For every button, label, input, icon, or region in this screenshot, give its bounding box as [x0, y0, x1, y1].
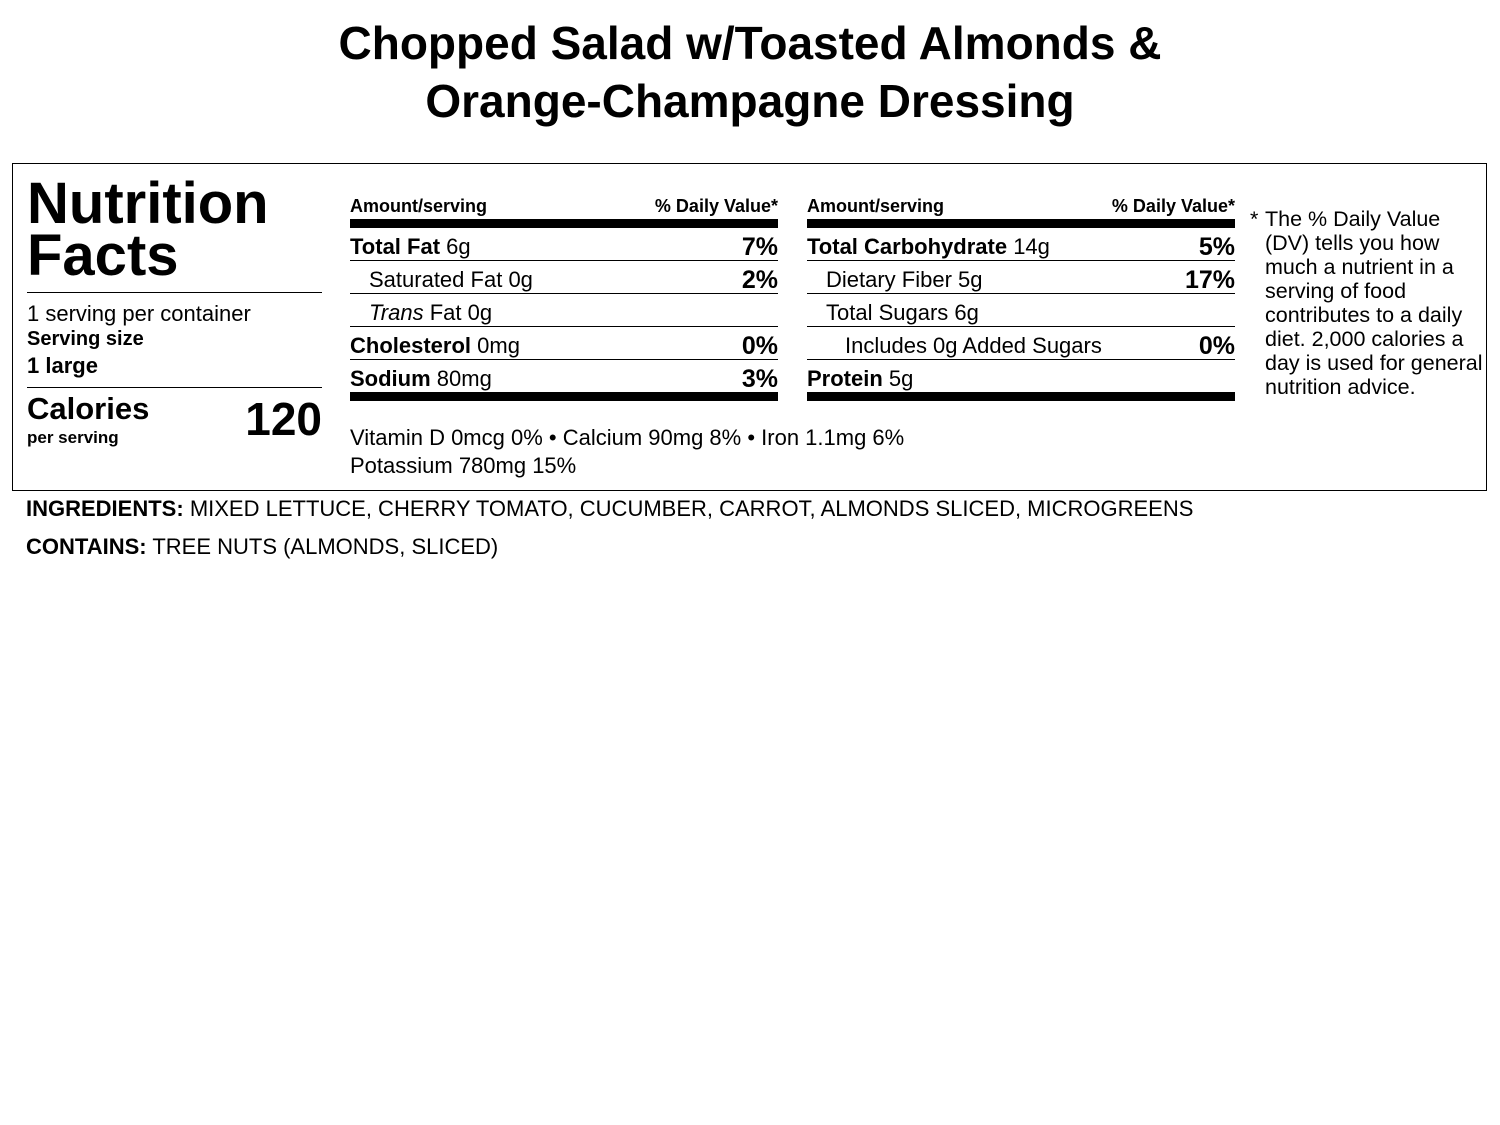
divider [27, 292, 322, 293]
nutrition-facts-heading [27, 171, 322, 288]
nutrient-row-dietary-fiber [807, 261, 1235, 294]
daily-value-header: % Daily Value* [1111, 196, 1235, 216]
nutrition-summary [27, 171, 322, 450]
nutrient-row-saturated-fat [350, 261, 778, 294]
nutrient-name: Total Fat [350, 234, 441, 259]
nutrient-dv: 0% [1198, 332, 1235, 360]
nutrient-row-total-sugars [807, 294, 1235, 327]
nutrient-amount: 5g [888, 366, 914, 391]
nutrient-amount: 5g [958, 267, 983, 292]
nutrient-row-protein [807, 360, 1235, 392]
thick-rule [350, 392, 778, 401]
nutrient-column-left [350, 193, 778, 401]
nutrient-dv: 3% [741, 365, 778, 393]
amount-serving-header: Amount/serving [350, 196, 488, 216]
calories-label: Calories [27, 391, 150, 426]
heading-line1: Nutrition [27, 171, 269, 236]
nutrient-dv: 5% [1198, 233, 1235, 261]
nutrient-amount: 6g [954, 300, 979, 325]
ingredients-label: INGREDIENTS: [26, 496, 184, 521]
nutrient-dv: 2% [741, 266, 778, 294]
nutrient-dv: 0% [741, 332, 778, 360]
nutrient-amount: 80mg [436, 366, 492, 391]
nutrient-row-added-sugars [807, 327, 1235, 360]
contains-text: TREE NUTS (ALMONDS, SLICED) [152, 534, 499, 559]
daily-value-header: % Daily Value* [654, 196, 778, 216]
nutrient-row-sodium [350, 360, 778, 392]
nutrient-amount: 14g [1013, 234, 1050, 259]
thick-rule [807, 392, 1235, 401]
column-header [807, 193, 1235, 219]
calories-per-serving: per serving [27, 428, 119, 447]
calories-value: 120 [245, 393, 322, 445]
product-title-line1: Chopped Salad w/Toasted Almonds & [338, 17, 1162, 69]
heading-line2: Facts [27, 223, 179, 288]
nutrient-row-total-carbohydrate [807, 228, 1235, 261]
nutrient-name: Dietary Fiber [826, 267, 952, 292]
thick-rule [807, 219, 1235, 228]
nutrition-facts-panel [12, 163, 1487, 491]
calories-row [27, 388, 322, 450]
nutrient-name: Includes 0g Added Sugars [845, 333, 1102, 358]
amount-serving-header: Amount/serving [807, 196, 945, 216]
product-title-line2: Orange-Champagne Dressing [425, 75, 1075, 127]
nutrient-amount: 0g [467, 300, 493, 325]
nutrient-name: Fat [429, 300, 462, 325]
nutrient-row-trans-fat [350, 294, 778, 327]
contains-label: CONTAINS: [26, 534, 147, 559]
nutrient-name: Total Sugars [826, 300, 949, 325]
nutrient-row-total-fat [350, 228, 778, 261]
ingredients-line [26, 494, 1193, 524]
nutrient-name: Cholesterol [350, 333, 472, 358]
vitamins-minerals [350, 424, 904, 480]
nutrient-row-cholesterol [350, 327, 778, 360]
nutrient-dv: 17% [1184, 266, 1235, 294]
nutrient-name: Saturated Fat [369, 267, 503, 292]
nutrient-amount: 6g [446, 234, 471, 259]
footnote-text: The % Daily Value (DV) tells you how much a nutrient in a serving of food contributes to a daily diet. 2,000 calories a day is used for general nutrition advice. [1265, 207, 1483, 399]
nutrient-name: Total Carbohydrate [807, 234, 1008, 259]
servings-per-container: 1 serving per container [27, 301, 251, 326]
serving-size-label: Serving size [27, 328, 144, 350]
nutrient-amount: 0mg [477, 333, 520, 358]
ingredients-text: MIXED LETTUCE, CHERRY TOMATO, CUCUMBER, CARROT, ALMONDS SLICED, MICROGREENS [189, 496, 1194, 521]
nutrient-amount: 0g [508, 267, 533, 292]
daily-value-footnote [1250, 207, 1485, 399]
nutrient-dv: 7% [741, 233, 778, 261]
column-header [350, 193, 778, 219]
vitamins-line1: Vitamin D 0mcg 0% • Calcium 90mg 8% • Iron 1.1mg 6% [350, 425, 905, 450]
nutrient-name: Sodium [350, 366, 431, 391]
footnote-asterisk: * [1250, 207, 1259, 231]
nutrient-name-italic: Trans [369, 300, 424, 325]
nutrient-name: Protein [807, 366, 883, 391]
product-title [0, 14, 1500, 130]
allergen-contains-line [26, 532, 498, 562]
serving-size-value: 1 large [27, 353, 98, 378]
nutrient-column-right [807, 193, 1235, 401]
thick-rule [350, 219, 778, 228]
vitamins-line2: Potassium 780mg 15% [350, 453, 577, 478]
